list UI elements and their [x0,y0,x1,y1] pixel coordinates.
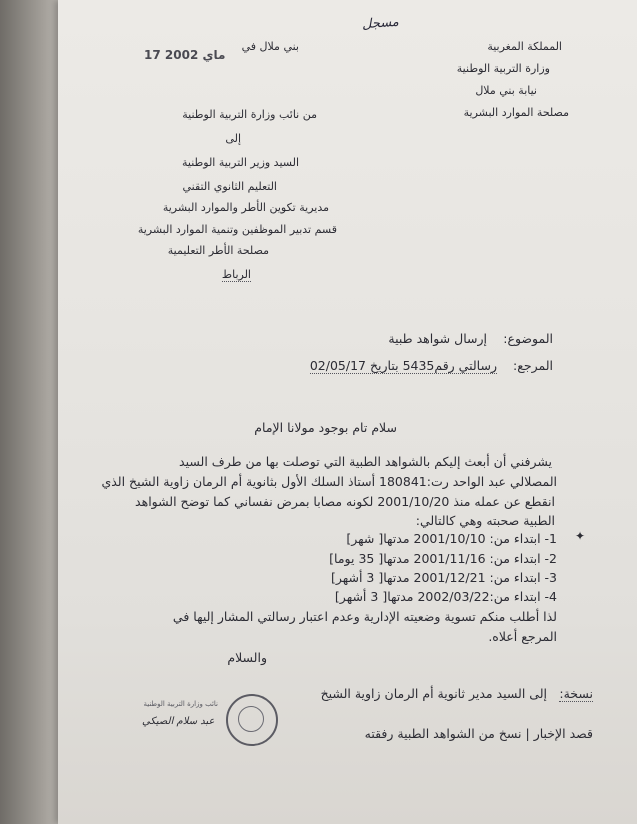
recipient-to: إلى [225,132,241,145]
sender-ref: بني ملال في [241,40,299,53]
greeting: سلام تام بوجود مولانا الإمام [254,420,397,435]
recipient-service: مصلحة الأطر التعليمية [167,244,269,257]
sender-country: المملكة المغربية [487,40,562,53]
copy-purpose: قصد الإخبار | نسخ من الشواهد الطبية رفقته [364,726,593,741]
reference-label: المرجع: [513,358,553,373]
recipient-minister: السيد وزير التربية الوطنية [181,156,299,169]
star-mark-icon: ✦ [575,529,586,543]
recipient-division: قسم تدبير الموظفين وتنمية الموارد البشرية [137,223,337,236]
recipient-directorate: مديرية تكوين الأطر والموارد البشرية [162,201,329,214]
recipient-dept: التعليم الثانوي التقني [182,180,277,193]
recipient-city: الرباط [221,268,251,281]
body-line-2: المصلالي عبد الواحد رت:180841 أستاذ السلك الأول بثانوية أم الرمان زاوية الشيخ الذي [101,474,557,489]
salutation: والسلام [227,650,267,665]
sender-service: مصلحة الموارد البشرية [463,106,569,119]
signature-org: نائب وزارة التربية الوطنية [143,700,218,708]
body-line-3: انقطع عن عمله منذ 2001/10/20 لكونه مصابا بمرض نفساني كما توضح الشواهد [135,494,555,509]
sender-ministry: وزارة التربية الوطنية [456,62,550,75]
date-stamp: 17 ماي 2002 [144,48,226,62]
sender-region: نيابة بني ملال [475,84,537,97]
signature-name: عبد سلام الصيكي [142,716,215,727]
recipient-from: من نائب وزارة التربية الوطنية [182,108,317,121]
certificate-item-2: 2- ابتداء من: 2001/11/16 مدتها[ 35 يوما] [329,551,557,566]
certificate-item-4: 4- ابتداء من:2002/03/22 مدتها[ 3 أشهر] [334,589,557,604]
copy-text: إلى السيد مدير ثانوية أم الرمان زاوية الشيخ [320,686,547,701]
registered-stamp: مسجل [361,14,400,33]
official-seal-icon [226,694,278,746]
subject-label: الموضوع: [503,331,553,346]
copy-label: نسخة: [559,686,593,701]
certificate-item-1: 1- ابتداء من: 2001/10/10 مدتها[ شهر] [346,531,557,546]
reference-text: رسالتي رقم5435 بتاريخ 02/05/17 [309,358,497,373]
closing-line-2: المرجع أعلاه. [488,629,557,644]
certificate-item-3: 3- ابتداء من: 2001/12/21 مدتها[ 3 أشهر] [330,570,557,585]
subject-text: إرسال شواهد طبية [388,331,487,346]
closing-line-1: لذا أطلب منكم تسوية وضعيته الإدارية وعدم اعتبار رسالتي المشار إليها في [172,609,557,624]
body-line-1: يشرفني أن أبعث إليكم بالشواهد الطبية التي توصلت بها من طرف السيد [179,454,552,469]
body-line-4: الطبية صحبته وهي كالتالي: [415,513,555,528]
